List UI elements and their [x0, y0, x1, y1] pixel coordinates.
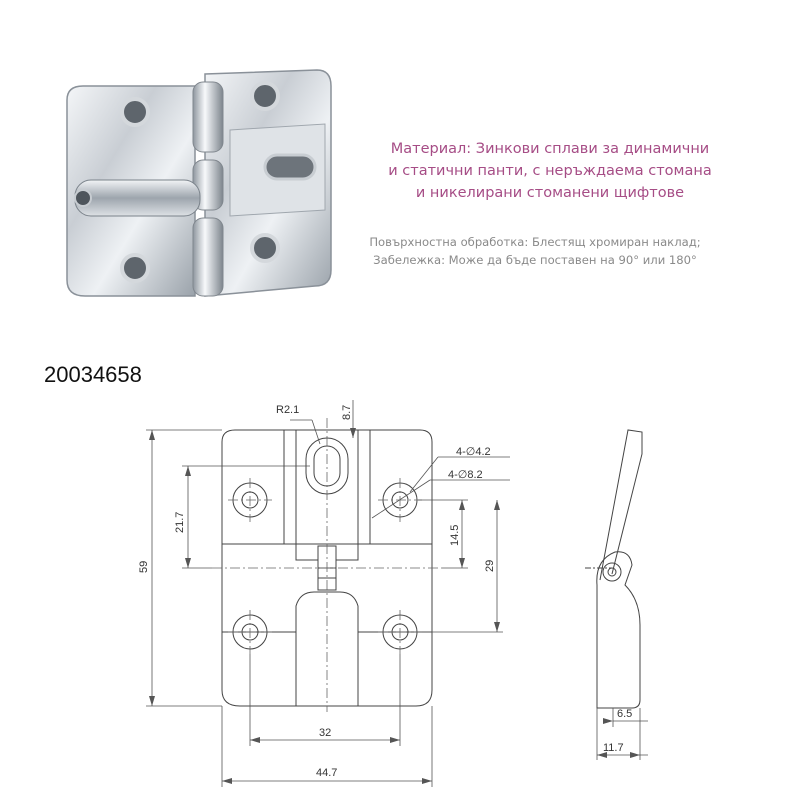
dim-59: 59	[138, 560, 150, 573]
material-line: Материал: Зинкови сплави за динамични	[390, 141, 710, 157]
hinge-knuckle	[193, 82, 223, 152]
hinge-knuckle	[193, 218, 223, 296]
dim-44-7: 44.7	[316, 767, 338, 779]
dim-6-5: 6.5	[617, 708, 633, 720]
dim-29: 29	[484, 559, 496, 572]
dim-14-5: 14.5	[449, 524, 461, 546]
mount-hole	[122, 255, 148, 281]
material-line: и статични панти, с неръждаема стомана	[388, 163, 712, 179]
material-line: и никелирани стоманени щифтове	[415, 185, 685, 201]
material-description	[345, 138, 755, 204]
product-code: 20034658	[44, 362, 142, 387]
mount-hole	[252, 235, 278, 261]
mount-hole	[252, 83, 278, 109]
hinge-photo	[55, 60, 340, 315]
dim-32: 32	[319, 727, 332, 739]
radius-label: R2.1	[276, 404, 300, 416]
surface-notes	[315, 233, 755, 269]
note-line: Повърхностна обработка: Блестящ хромиран наклад;	[369, 235, 701, 249]
spring-pin	[75, 180, 200, 216]
dim-slot: 8.7	[341, 404, 353, 420]
mount-hole	[122, 99, 148, 125]
technical-drawing	[0, 390, 800, 800]
dim-21-7: 21.7	[174, 511, 186, 533]
dim-hole-large: 4-∅8.2	[448, 469, 483, 481]
dim-11-7: 11.7	[603, 742, 624, 754]
note-line: Забележка: Може да бъде поставен на 90° или 180°	[373, 253, 697, 267]
dim-hole-small: 4-∅4.2	[456, 446, 491, 458]
slot-hole	[265, 155, 315, 179]
